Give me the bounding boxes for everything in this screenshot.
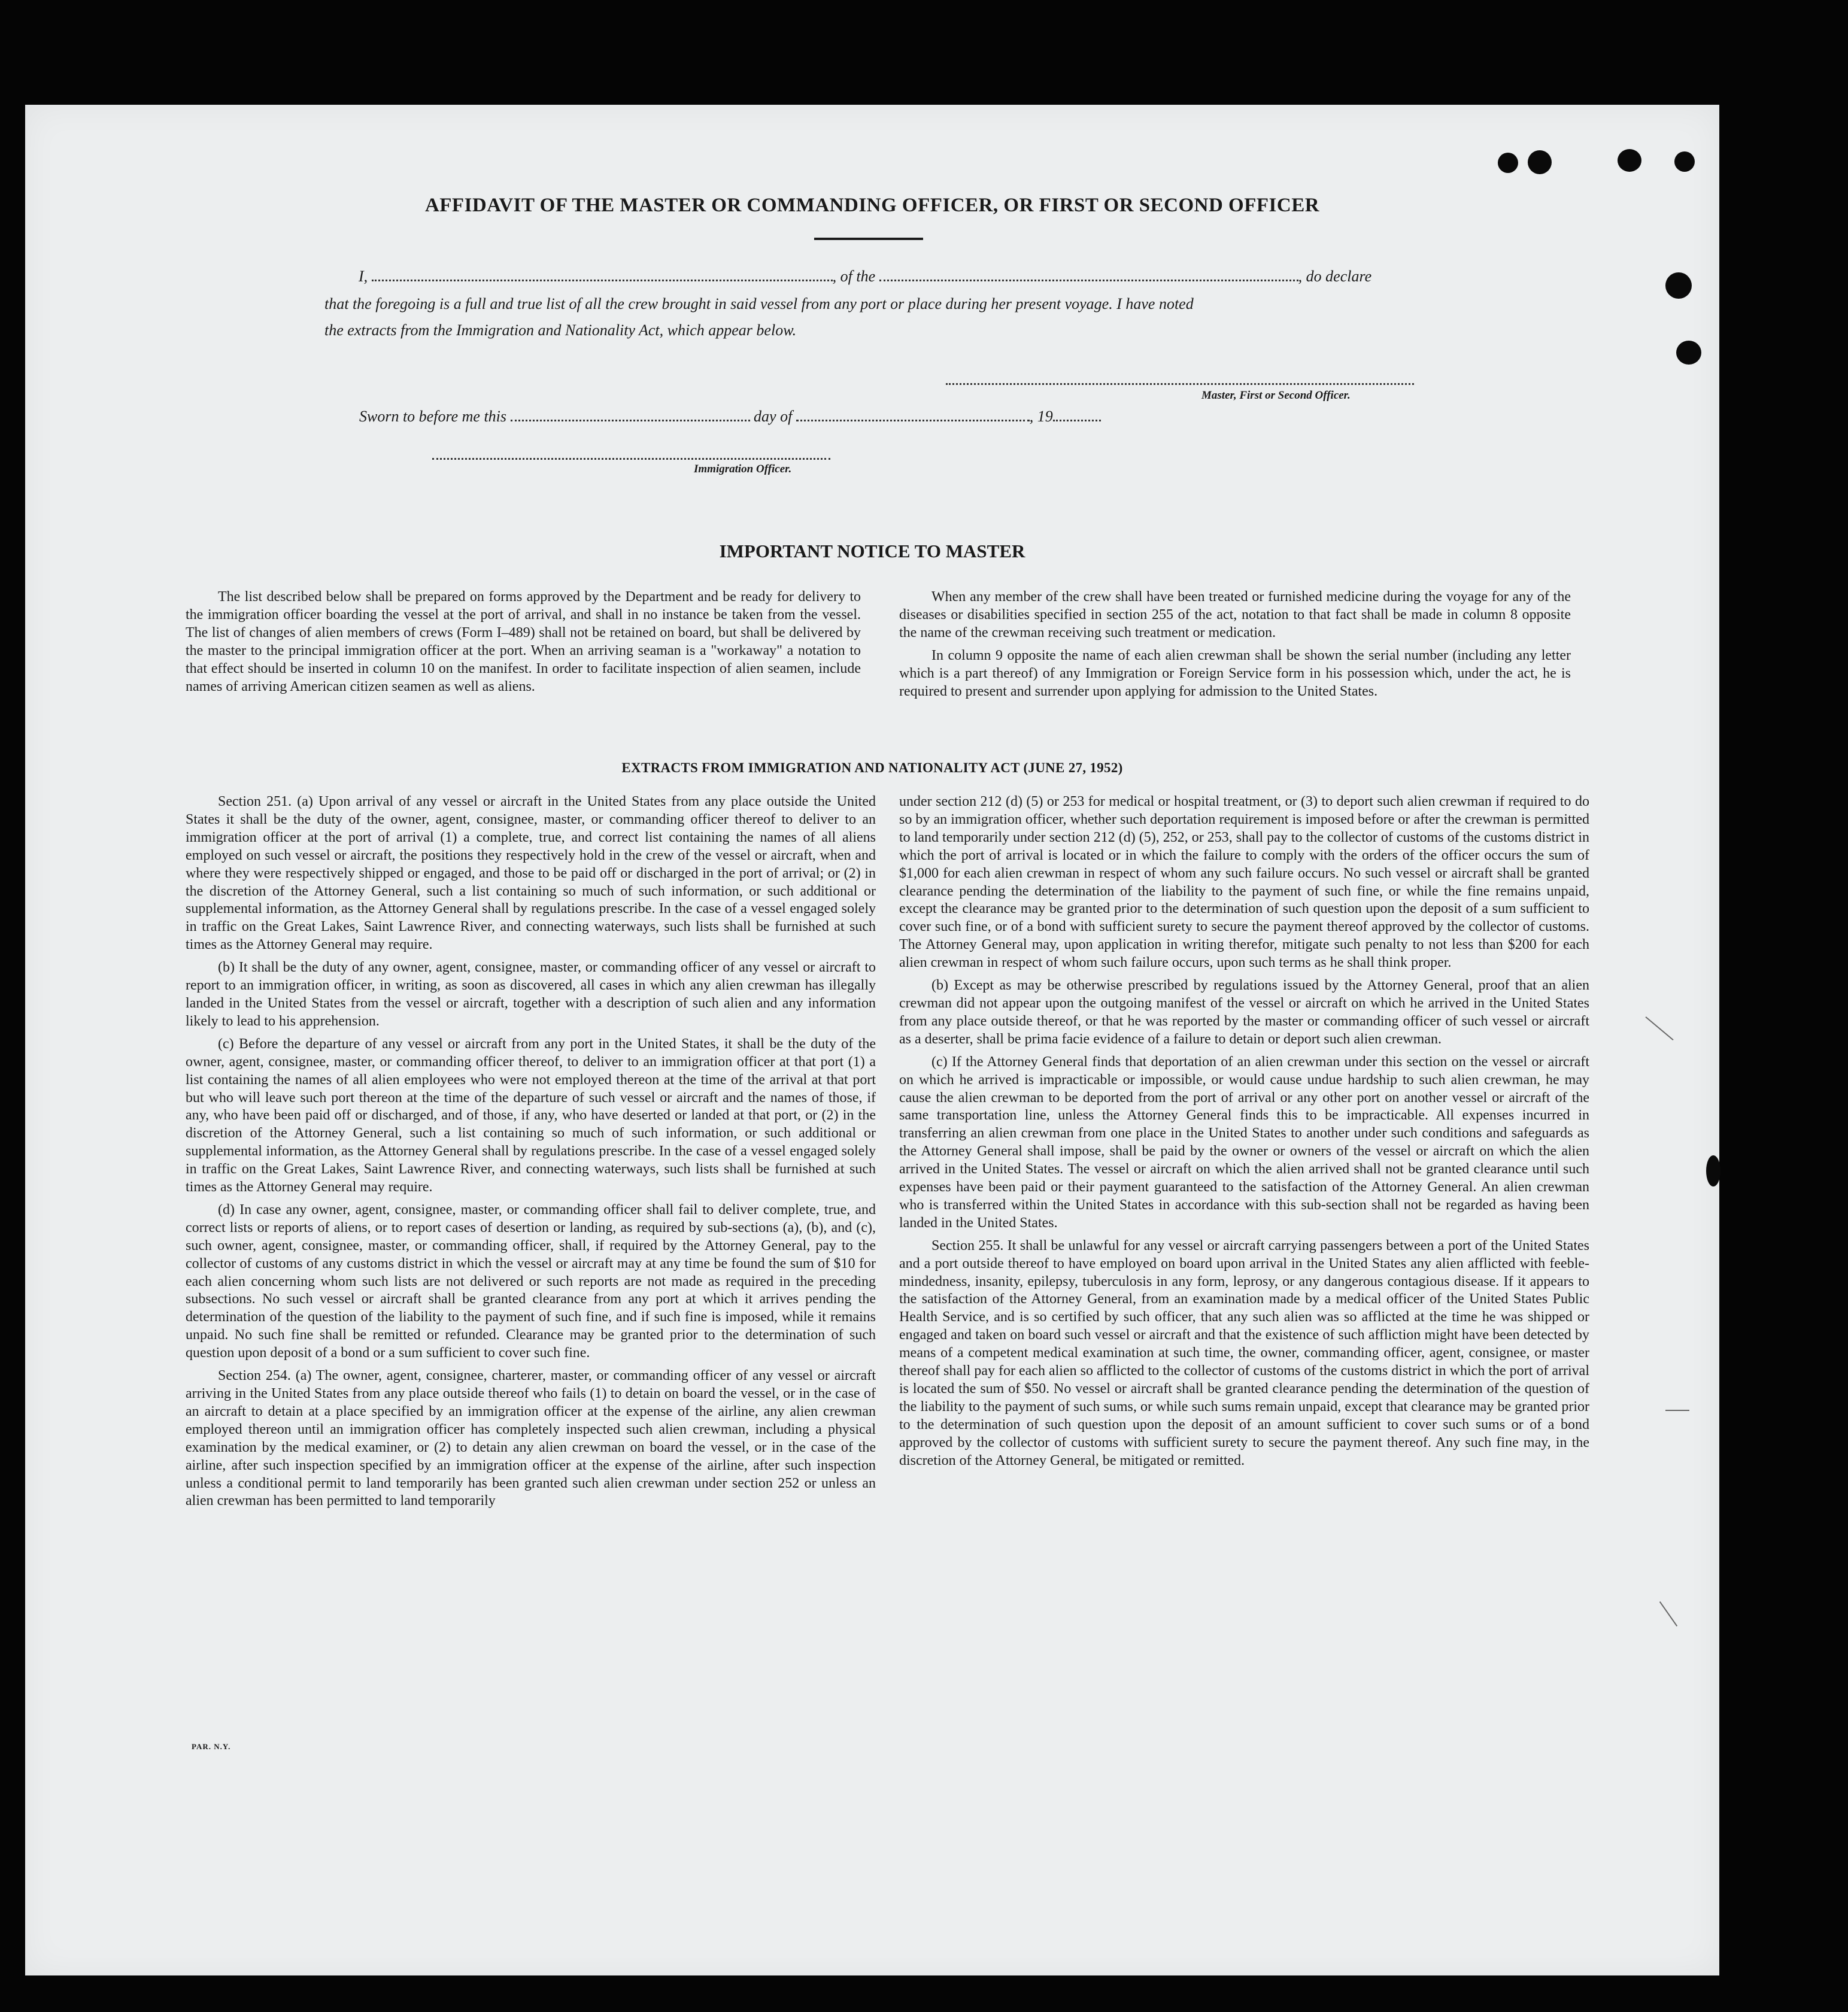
notice-title: IMPORTANT NOTICE TO MASTER: [719, 541, 1025, 562]
section-254-b: (b) Except as may be otherwise prescribed by regulations issued by the Attorney General, proof that an alien crewman did not appear upon the outgoing manifest of the vessel or aircraft on which he arrived in the United States from any place outside thereof, or that he was reported by the master or commanding officer of such vessel or aircraft as a deserter, shall be prima facie evidence of a failure to detain or deport such alien crewman.: [899, 978, 1589, 1047]
punch-hole-1: [1498, 153, 1518, 173]
punch-hole-6: [1676, 341, 1701, 365]
section-255: Section 255. It shall be unlawful for any vessel or aircraft carrying passengers between a port of the United States and a port outside thereof to have employed on board upon arrival in the United States any alien afflicted with feeble-mindedness, insanity, epilepsy, tuberculosis in any form, leprosy, or any dangerous contagious disease. If it appears to the satisfaction of the Attorney General, from an examination made by a medical officer of the United States Public Health Service, and is so certified by such officer, that any such alien was so afflicted at the time he was shipped or engaged and taken on board such vessel or aircraft and that the existence of such affliction might have been detected by means of a competent medical examination at such time, the owner, commanding officer, agent, consignee, or master thereof shall pay for each alien so afflicted to the collector of customs of the customs district in which the port of arrival is located the sum of $50. No vessel or aircraft shall be granted clearance pending the determination of the question of the liability to the payment of such sums, or while such sums remain unpaid, except that clearance may be granted prior to the determination of such question upon the deposit of an amount sufficient to cover such sums or of a bond approved by the collector of customs with sufficient surety to secure the payment thereof. Any such fine may, in the discretion of the Attorney General, be mitigated or remitted.: [899, 1237, 1589, 1468]
section-251-b: (b) It shall be the duty of any owner, agent, consignee, master, or commanding officer of any vessel or aircraft to report to an immigration officer, in writing, as soon as discovered, all cases in which any alien crewman has illegally landed in the United States from the vessel or aircraft, together with a description of such alien and any information likely to lead to his apprehension.: [186, 960, 876, 1029]
extracts-title: EXTRACTS FROM IMMIGRATION AND NATIONALITY ACT (JUNE 27, 1952): [621, 760, 1123, 775]
scan-mark-1: [1645, 1016, 1673, 1040]
day-of-label: day of: [754, 408, 793, 425]
scan-mark-3: [1659, 1601, 1677, 1626]
notice-left-column: [186, 588, 861, 700]
affidavit-line-2: that the foregoing is a full and true list of all the crew brought in said vessel from any port or place during her present voyage. I have noted: [324, 295, 1194, 312]
immigration-officer-signature-line[interactable]: [432, 458, 830, 460]
sworn-month-field[interactable]: [796, 408, 1030, 421]
immigration-officer-label: Immigration Officer.: [694, 463, 792, 475]
title-underline: [814, 238, 923, 240]
affidavit-i-label: I,: [359, 268, 368, 285]
punch-hole-7: [1706, 1155, 1720, 1186]
notice-right-paragraph-2: In column 9 opposite the name of each alien crewman shall be shown the serial number (including any letter which is a part thereof) of any Immigration or Foreign Service form in his possession which, under the act, he is required to present and surrender upon applying for admission to the United States.: [899, 647, 1571, 699]
punch-hole-5: [1665, 272, 1692, 299]
sworn-year-field[interactable]: [1053, 408, 1101, 421]
document-page: [25, 105, 1719, 1975]
section-251-d: (d) In case any owner, agent, consignee, master, or commanding officer shall fail to deliver complete, true, and correct lists or reports of aliens, or to report cases of desertion or landing, as required by sub-sections (a), (b), and (c), such owner, agent, consignee, master, or commanding officer, shall, if required by the Attorney General, pay to the collector of customs of any customs district in which the vessel or aircraft may at any time be found the sum of $10 for each alien concerning whom such lists are not delivered or such reports are not made as required in the preceding subsections. No such vessel or aircraft shall be granted clearance from any port at which it arrives pending the determination of the question of the liability to the payment of such fine, and if such fine is imposed, while it remains unpaid. No such fine shall be remitted or refunded. Clearance may be granted prior to the determination of such question upon deposit of a bond or a sum sufficient to cover such fine.: [186, 1201, 876, 1361]
section-254-a-continued: under section 212 (d) (5) or 253 for medical or hospital treatment, or (3) to deport such alien crewman if required to do so by an immigration officer, whether such deportation requirement is imposed before or after the crewman is permitted to land temporarily under section 212 (d) (5), 252, or 253, shall pay to the collector of customs of the customs district in which the port of arrival is located or in which the failure to comply with the orders of the officer occurs the sum of $1,000 for each alien crewman in respect of whom any such failure occurs. No such vessel or aircraft shall be granted clearance pending the determination of the liability to the payment of such fine, or while the fine remains unpaid, except the clearance may be granted prior to the determination of such question upon the deposit of a sum sufficient to cover such fine, or of a bond with sufficient surety to secure the payment thereof approved by the collector of customs. The Attorney General may, upon application in writing therefor, mitigate such penalty to not less than $200 for each alien crewman in respect of whom such failure occurs, upon such terms as he shall think proper.: [899, 794, 1589, 971]
affidavit-line-3: the extracts from the Immigration and Nationality Act, which appear below.: [324, 321, 797, 339]
master-signature-line[interactable]: [946, 383, 1414, 385]
section-251-a: Section 251. (a) Upon arrival of any vessel or aircraft in the United States from any place outside the United States it shall be the duty of the owner, agent, consignee, master, or commanding officer thereof to deliver to an immigration officer at the port of arrival (1) a complete, true, and correct list containing the names of all aliens employed on such vessel or aircraft, the positions they respectively hold in the crew of the vessel or aircraft, when and where they were respectively shipped or engaged, and those to be paid off or discharged in the port of arrival; or (2) in the discretion of the Attorney General, such a list containing so much of such information, or such additional or supplemental information, as the Attorney General shall by regulations prescribe. In the case of a vessel engaged solely in traffic on the Great Lakes, Saint Lawrence River, and connecting waterways, such lists shall be furnished at such times as the Attorney General may require.: [186, 794, 876, 953]
sworn-label: Sworn to before me this: [359, 408, 507, 425]
sworn-line: [359, 408, 1101, 426]
vessel-field[interactable]: [879, 268, 1298, 281]
notice-left-paragraph: The list described below shall be prepared on forms approved by the Department and be ready for delivery to the immigration officer boarding the vessel at the port of arrival, and shall in no instance be taken from the vessel. The list of changes of alien members of crews (Form I–489) shall not be retained on board, but shall be delivered by the master to the principal immigration officer at the port. When an arriving seaman is a "workaway" a notation to that effect should be inserted in column 10 on the manifest. In order to facilitate inspection of alien seamen, include names of arriving American citizen seamen as well as aliens.: [186, 589, 861, 694]
notice-right-paragraph-1: When any member of the crew shall have been treated or furnished medicine during the voyage for any of the diseases or disabilities specified in section 255 of the act, notation to that fact shall be made in column 8 opposite the name of the crewman receiving such treatment or medication.: [899, 589, 1571, 641]
section-251-c: (c) Before the departure of any vessel or aircraft from any port in the United States, it shall be the duty of the owner, agent, consignee, master, or commanding officer thereof, to deliver to an immigration officer at that port (1) a list containing the names of all alien employees who were not employed thereon at the time of the arrival at that port but who will leave such port thereon at the time of the departure of such vessel or aircraft and the names of those, if any, who have been paid off or discharged, and of those, if any, who have deserted or landed at that port, or (2) in the discretion of the Attorney General, such a list containing so much of such information, or such additional or supplemental information, as the Attorney General shall by regulations prescribe. In the case of a vessel engaged solely in traffic on the Great Lakes, Saint Lawrence River, and connecting waterways, such lists shall be furnished at such times as the Attorney General may require.: [186, 1036, 876, 1195]
affidavit-declaration-line: [359, 268, 1371, 286]
name-field[interactable]: [372, 268, 833, 281]
master-signature-label: Master, First or Second Officer.: [1201, 389, 1351, 402]
scan-mark-2: [1665, 1410, 1689, 1411]
printer-mark: PAR. N.Y.: [192, 1742, 231, 1751]
affidavit-do-declare-label: , do declare: [1298, 268, 1372, 285]
sworn-day-field[interactable]: [511, 408, 750, 421]
extracts-left-column: [186, 793, 876, 1515]
punch-hole-4: [1674, 151, 1695, 172]
year-label: , 19: [1029, 408, 1053, 425]
affidavit-title: AFFIDAVIT OF THE MASTER OR COMMANDING OFFICER, OR FIRST OR SECOND OFFICER: [424, 195, 1320, 216]
punch-hole-3: [1618, 149, 1641, 172]
affidavit-of-the-label: , of the: [832, 268, 876, 285]
section-254-c: (c) If the Attorney General finds that deportation of an alien crewman under this section on the vessel or aircraft on which he arrived is impracticable or impossible, or would cause undue hardship to such alien crewman, he may cause the alien crewman to be deported from the port of arrival or any other port on another vessel or aircraft of the same transportation line, unless the Attorney General finds this to be impracticable. All expenses incurred in transferring an alien crewman from one place in the United States to another under such conditions and safeguards as the Attorney General shall impose, shall be paid by the owner or owners of the vessel or aircraft on which the alien arrived in the United States. The vessel or aircraft on which the alien arrived shall not be granted clearance until such expenses have been paid or their payment guaranteed to the satisfaction of the Attorney General. An alien crewman who is transferred within the United States in accordance with this sub-section shall not be regarded as having been landed in the United States.: [899, 1054, 1589, 1231]
punch-hole-2: [1528, 150, 1552, 174]
extracts-right-column: [899, 793, 1589, 1475]
section-254-a: Section 254. (a) The owner, agent, consignee, charterer, master, or commanding officer of any vessel or aircraft arriving in the United States from any place outside thereof who fails (1) to detain on board the vessel, or in the case of an aircraft to detain at a place specified by an immigration officer at the expense of the airline, any alien crewman employed thereon until an immigration officer has completely inspected such alien crewman, including a physical examination by the medical examiner, or (2) to detain any alien crewman on board the vessel, or in the case of the airline, after such inspection specified by an immigration officer at the expense of the airline, after such inspection unless a conditional permit to land temporarily has been granted such alien crewman under section 252 or unless an alien crewman has been permitted to land temporarily: [186, 1368, 876, 1509]
notice-right-column: [899, 588, 1571, 705]
